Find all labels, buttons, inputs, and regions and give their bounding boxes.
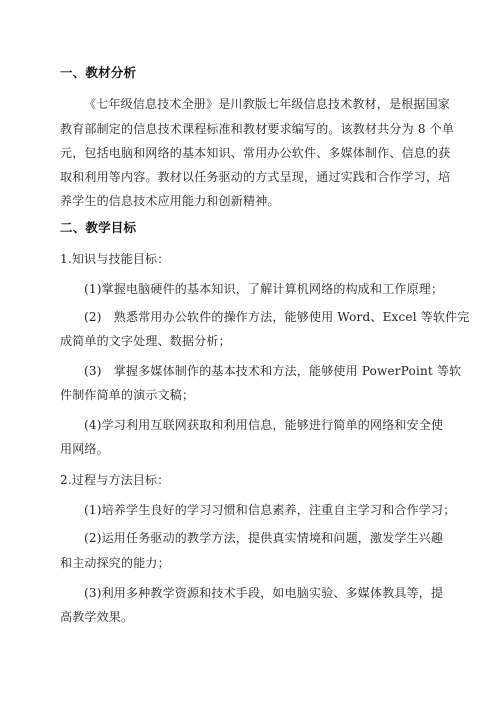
goal-item-1-4-line-2: 用网络。 xyxy=(60,442,109,456)
analysis-paragraph-line-2: 教育部制定的信息技术课程标准和教材要求编写的。该教材共分为 8 个单 xyxy=(60,122,455,136)
goal-item-1-2-line-1: (2) 熟悉常用办公软件的操作方法，能够使用 Word、Excel 等软件完 xyxy=(84,310,470,324)
goal-item-2-2-line-1: (2)运用任务驱动的教学方法，提供真实情境和问题，激发学生兴趣 xyxy=(84,531,444,545)
goal-group-title-knowledge: 1.知识与技能目标： xyxy=(60,252,170,266)
goal-item-1-2-line-2: 成简单的文字处理、数据分析； xyxy=(60,334,231,348)
analysis-paragraph-line-1: 《七年级信息技术全册》是川教版七年级信息技术教材，是根据国家 xyxy=(84,97,451,111)
analysis-paragraph-line-4: 取和利用等内容。教材以任务驱动的方式呈现，通过实践和合作学习，培 xyxy=(60,170,451,184)
goal-item-1-1-line-1: (1)掌握电脑硬件的基本知识，了解计算机网络的构成和工作原理； xyxy=(84,282,444,296)
section-heading-goals: 二、教学目标 xyxy=(60,220,137,235)
goal-item-1-4-line-1: (4)学习利用互联网获取和利用信息，能够进行简单的网络和安全使 xyxy=(84,418,444,432)
analysis-paragraph-line-5: 养学生的信息技术应用能力和创新精神。 xyxy=(60,194,280,208)
goal-item-1-3-line-1: (3) 掌握多媒体制作的基本技术和方法，能够使用 PowerPoint 等软 xyxy=(84,364,462,378)
goal-item-2-2-line-2: 和主动探究的能力； xyxy=(60,556,170,570)
analysis-paragraph-line-3: 元，包括电脑和网络的基本知识、常用办公软件、多媒体制作、信息的获 xyxy=(60,146,451,160)
goal-item-1-3-line-2: 件制作简单的演示文稿； xyxy=(60,388,195,402)
goal-group-title-process: 2.过程与方法目标： xyxy=(60,473,170,487)
section-heading-analysis: 一、教材分析 xyxy=(60,65,137,80)
goal-item-2-3-line-1: (3)利用多种教学资源和技术手段，如电脑实验、多媒体教具等，提 xyxy=(84,586,444,600)
goal-item-2-3-line-2: 高教学效果。 xyxy=(60,610,134,624)
goal-item-2-1-line-1: (1)培养学生良好的学习习惯和信息素养，注重自主学习和合作学习； xyxy=(84,503,456,517)
